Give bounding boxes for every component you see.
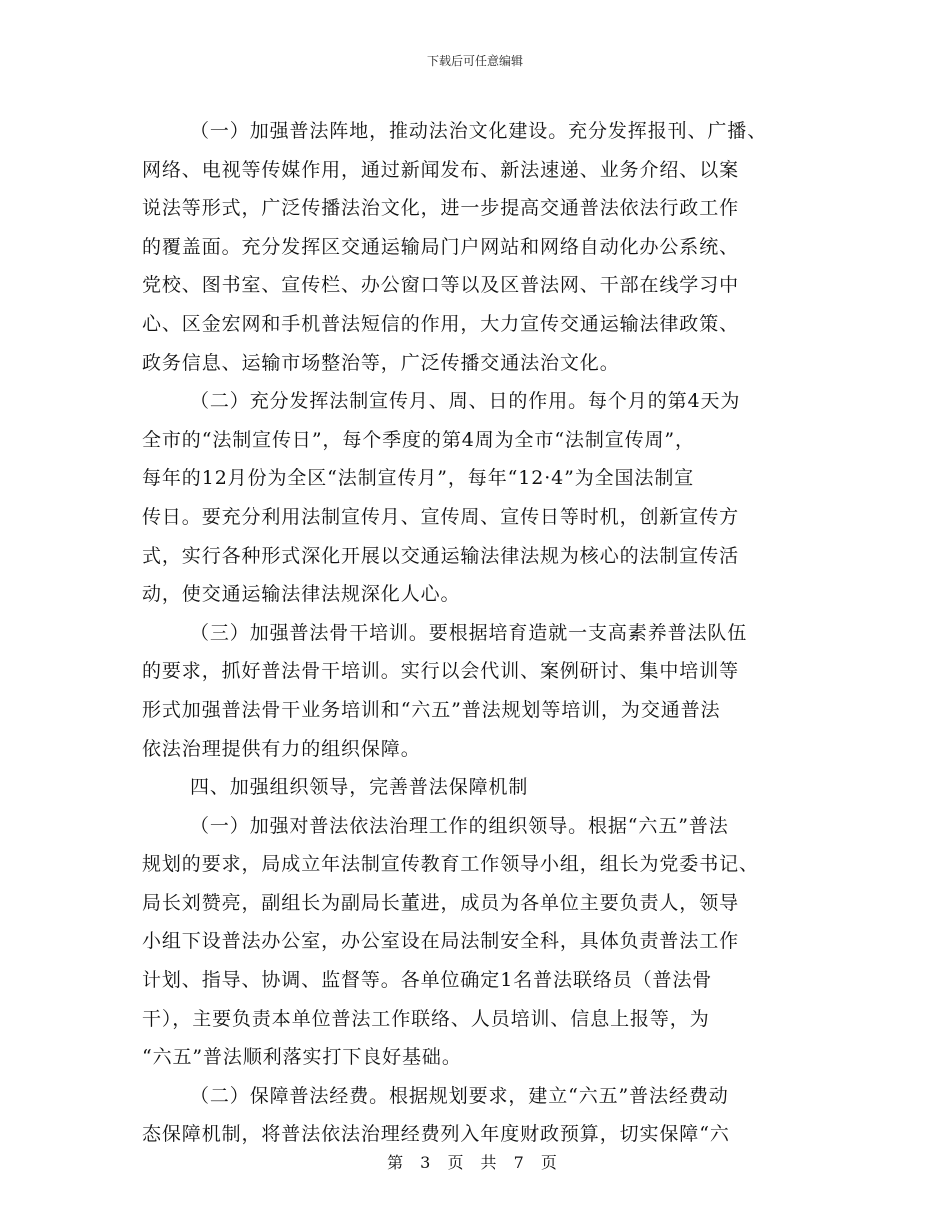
text-line: 计划、指导、协调、监督等。各单位确定1名普法联络员（普法骨	[142, 969, 713, 992]
text-line: 形式加强普法骨干业务培训和“六五”普法规划等培训，为交通普法	[142, 698, 721, 721]
text-line: 四、加强组织领导，完善普法保障机制	[190, 776, 529, 799]
text-line: 的覆盖面。充分发挥区交通运输局门户网站和网络自动化办公系统、	[142, 235, 740, 258]
text-line: 每年的12月份为全区“法制宣传月”，每年“12·4”为全国法制宣	[142, 467, 695, 490]
text-line: 传日。要充分利用法制宣传月、宣传周、宣传日等时机，创新宣传方	[142, 505, 740, 528]
text-line: 小组下设普法办公室，办公室设在局法制安全科，具体负责普法工作	[142, 930, 740, 953]
text-line: 全市的“法制宣传日”，每个季度的第4周为全市“法制宣传周”，	[142, 428, 695, 451]
text-line: 动，使交通运输法律法规深化人心。	[142, 583, 461, 606]
text-line: 政务信息、运输市场整治等，广泛传播交通法治文化。	[142, 351, 620, 374]
text-line: （一）加强普法阵地，推动法治文化建设。充分发挥报刊、广播、	[190, 120, 768, 142]
text-line: （二）充分发挥法制宣传月、周、日的作用。每个月的第4天为	[190, 390, 741, 413]
text-line: 说法等形式，广泛传播法治文化，进一步提高交通普法依法行政工作	[142, 197, 740, 220]
text-line: （二）保障普法经费。根据规划要求，建立“六五”普法经费动	[190, 1084, 729, 1107]
text-line: 式，实行各种形式深化开展以交通运输法律法规为核心的法制宣传活	[142, 544, 740, 567]
text-line: 规划的要求，局成立年法制宣传教育工作领导小组，组长为党委书记、	[142, 853, 759, 876]
text-line: 干），主要负责本单位普法工作联络、人员培训、信息上报等，为	[142, 1007, 710, 1030]
document-body	[142, 112, 810, 1154]
text-line: 态保障机制，将普法依法治理经费列入年度财政预算，切实保障“六	[142, 1123, 730, 1146]
text-line: 心、区金宏网和手机普法短信的作用，大力宣传交通运输法律政策、	[142, 312, 740, 335]
text-line: 的要求，抓好普法骨干培训。实行以会代训、案例研讨、集中培训等	[142, 660, 740, 683]
page-footer: 第 3 页 共 7 页	[387, 1153, 563, 1172]
page-header: 下载后可任意编辑	[426, 54, 523, 68]
text-line: 党校、图书室、宣传栏、办公窗口等以及区普法网、干部在线学习中	[142, 274, 740, 297]
text-line: “六五”普法顺利落实打下良好基础。	[142, 1046, 462, 1069]
text-line: 局长刘赞亮，副组长为副局长董进，成员为各单位主要负责人，领导	[142, 891, 740, 914]
text-line: 依法治理提供有力的组织保障。	[142, 737, 421, 760]
text-line: 网络、电视等传媒作用，通过新闻发布、新法速递、业务介绍、以案	[142, 158, 740, 181]
text-line: （一）加强对普法依法治理工作的组织领导。根据“六五”普法	[190, 814, 729, 837]
text-line: （三）加强普法骨干培训。要根据培育造就一支高素养普法队伍	[190, 621, 748, 644]
